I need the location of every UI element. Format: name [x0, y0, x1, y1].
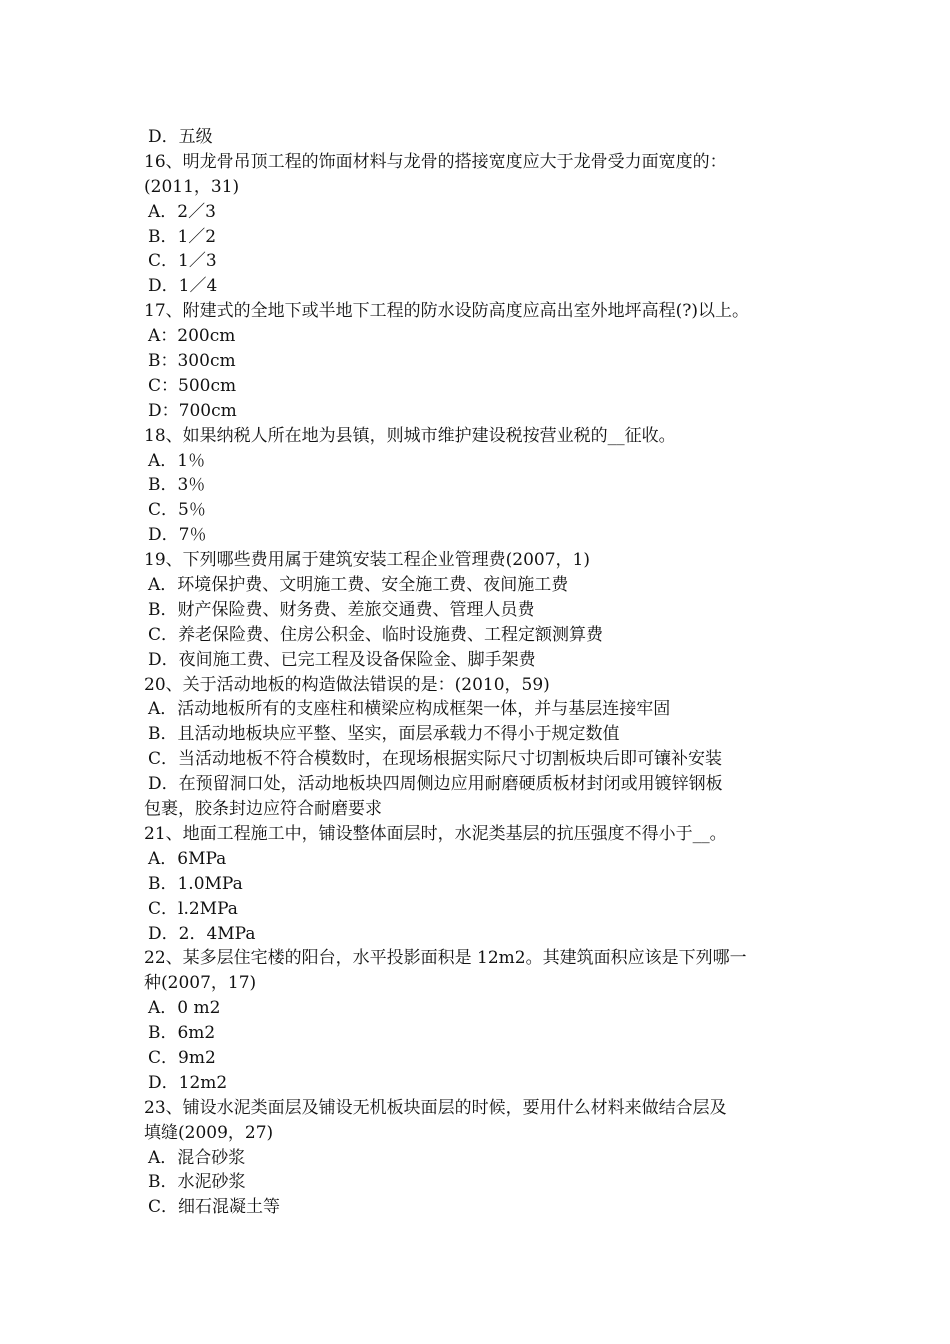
- question-text-line: 23、铺设水泥类面层及铺设无机板块面层的时候，要用什么材料来做结合层及: [144, 1097, 727, 1118]
- answer-option-line: D：700cm: [148, 400, 237, 421]
- answer-option-line: D．12m2: [148, 1072, 228, 1093]
- answer-option-line: A．0 m2: [148, 998, 221, 1019]
- answer-option-line: C．1／3: [148, 251, 217, 272]
- answer-option-line: C．当活动地板不符合模数时，在现场根据实际尺寸切割板块后即可镶补安装: [148, 749, 723, 770]
- answer-option-line: B．且活动地板块应平整、坚实，面层承载力不得小于规定数值: [148, 724, 620, 745]
- answer-option-line: B．3％: [148, 475, 206, 496]
- answer-option-line: A．2／3: [148, 201, 216, 222]
- answer-option-line: A．环境保护费、文明施工费、安全施工费、夜间施工费: [148, 575, 569, 596]
- question-text-line: 20、关于活动地板的构造做法错误的是：(2010，59): [144, 674, 550, 695]
- answer-option-line: A：200cm: [148, 326, 236, 347]
- answer-option-line: B．水泥砂浆: [148, 1172, 246, 1193]
- answer-option-line: B．财产保险费、财务费、差旅交通费、管理人员费: [148, 599, 535, 620]
- answer-option-line: A．6MPa: [148, 848, 227, 869]
- answer-option-line: D．在预留洞口处，活动地板块四周侧边应用耐磨硬质板材封闭或用镀锌钢板: [148, 774, 723, 795]
- question-text-line: (2011，31): [144, 176, 240, 197]
- question-text-line: 种(2007，17): [144, 973, 257, 994]
- answer-option-line: A．活动地板所有的支座柱和横梁应构成框架一体，并与基层连接牢固: [148, 699, 671, 720]
- answer-option-line: C．细石混凝土等: [148, 1197, 281, 1218]
- question-text-line: 21、地面工程施工中，铺设整体面层时，水泥类基层的抗压强度不得小于__。: [144, 823, 727, 844]
- answer-option-line: C．l.2MPa: [148, 898, 238, 919]
- question-text-line: 填缝(2009，27): [144, 1122, 274, 1143]
- question-text-line: 19、下列哪些费用属于建筑安装工程企业管理费(2007，1): [144, 550, 590, 571]
- answer-option-line: A．混合砂浆: [148, 1147, 246, 1168]
- question-text-line: 16、明龙骨吊顶工程的饰面材料与龙骨的搭接宽度应大于龙骨受力面宽度的：: [144, 151, 727, 172]
- answer-option-line: B．1.0MPa: [148, 873, 243, 894]
- answer-option-line: D．1／4: [148, 276, 218, 297]
- answer-option-line: C．养老保险费、住房公积金、临时设施费、工程定额测算费: [148, 624, 604, 645]
- answer-option-line: D．五级: [148, 127, 213, 147]
- question-text-line: 18、如果纳税人所在地为县镇，则城市维护建设税按营业税的__征收。: [144, 425, 676, 446]
- answer-option-line: D．7％: [148, 525, 207, 546]
- question-text-line: 包裹，胶条封边应符合耐磨要求: [144, 799, 382, 820]
- answer-option-line: B：300cm: [148, 351, 236, 372]
- answer-option-line: D．2．4MPa: [148, 923, 256, 944]
- answer-option-line: C．9m2: [148, 1047, 216, 1068]
- answer-option-line: D．夜间施工费、已完工程及设备保险金、脚手架费: [148, 649, 536, 670]
- answer-option-line: B．6m2: [148, 1023, 216, 1044]
- answer-option-line: A．1％: [148, 450, 206, 471]
- document-body: [144, 125, 824, 1220]
- question-text-line: 17、附建式的全地下或半地下工程的防水设防高度应高出室外地坪高程(?)以上。: [144, 301, 750, 322]
- answer-option-line: C：500cm: [148, 375, 237, 396]
- answer-option-line: B．1／2: [148, 226, 217, 247]
- answer-option-line: C．5％: [148, 500, 206, 521]
- question-text-line: 22、某多层住宅楼的阳台，水平投影面积是 12m2。其建筑面积应该是下列哪一: [144, 948, 747, 969]
